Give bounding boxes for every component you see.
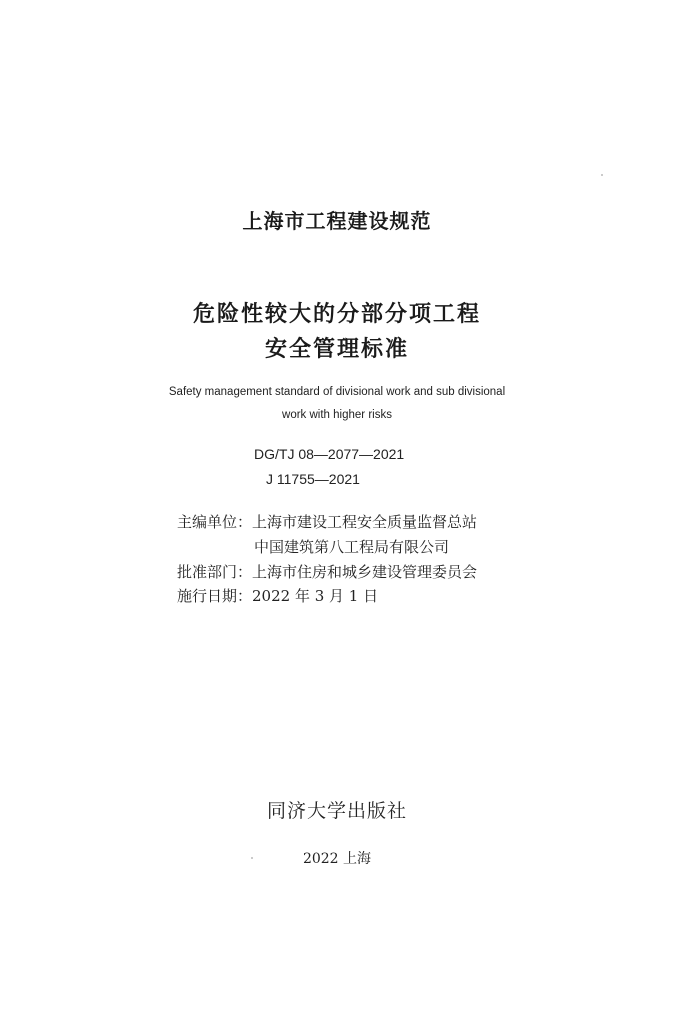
publisher-name: 同济大学出版社 — [266, 800, 407, 822]
publication-year-place: 2022 上海 — [302, 851, 372, 867]
document-title-line-2: 安全管理标准 — [264, 337, 409, 362]
english-title-line-2: work with higher risks — [282, 409, 392, 421]
document-title-line-1: 危险性较大的分部分项工程 — [192, 302, 481, 327]
english-title-line-1: Safety management standard of divisional work and sub divisional — [168, 386, 506, 398]
scan-speck — [251, 857, 253, 859]
effective-date: 施行日期：2022 年 3 月 1 日 — [177, 587, 379, 605]
approving-department: 批准部门：上海市住房和城乡建设管理委员会 — [177, 563, 478, 581]
chief-editor-unit: 主编单位：上海市建设工程安全质量监督总站 — [177, 513, 478, 531]
co-editor-unit: 中国建筑第八工程局有限公司 — [254, 538, 450, 556]
filing-code: J 11755—2021 — [266, 471, 360, 487]
standard-code: DG/TJ 08—2077—2021 — [254, 446, 405, 462]
scan-speck — [601, 174, 603, 176]
series-title: 上海市工程建设规范 — [242, 209, 432, 233]
